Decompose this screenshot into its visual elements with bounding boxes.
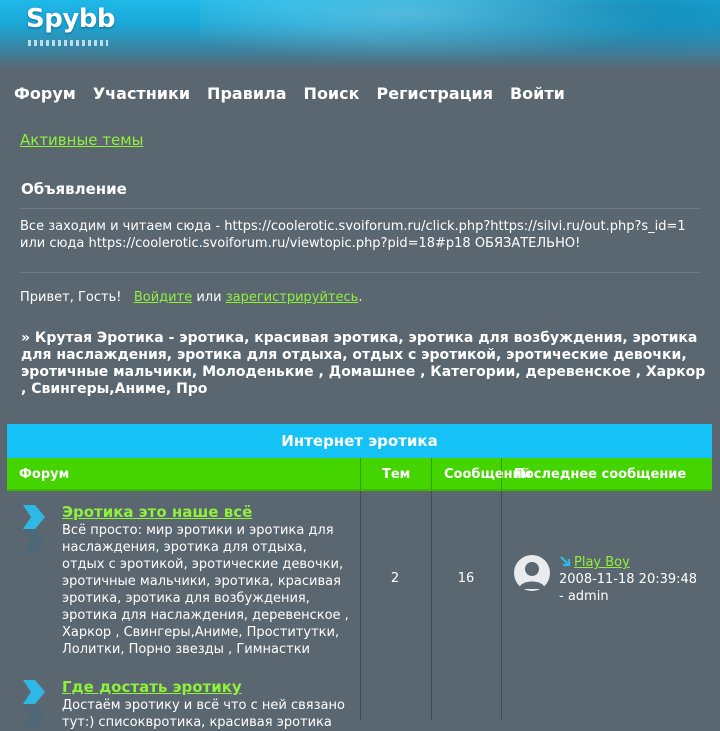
- nav-rules[interactable]: Правила: [207, 84, 287, 103]
- forum-description: Достаём эротику и всё что с ней связано тут:) списоквротика, красивая эротика: [62, 698, 345, 730]
- divider: [20, 272, 700, 273]
- last-post-link[interactable]: Play Boy: [574, 555, 630, 570]
- nav-users[interactable]: Участники: [92, 84, 191, 103]
- col-topics: Тем: [382, 467, 411, 482]
- col-separator: [360, 458, 361, 489]
- last-post: [559, 554, 709, 605]
- forum-posts-count: 16: [457, 571, 475, 586]
- main-nav: [14, 84, 582, 103]
- forum-description: Всё просто: мир эротики и эротика для наслаждения, эротика для отдыха, отдых с эротикой, эротические девочки, эротичные мальчики, эротика, красивая эротика, эротика для возбуждения, эротика для наслаждения, деревенское , Харкор , Свингеры,Аниме, Проститутки, Лолитки, Порно звезды , Гимнастки: [62, 523, 349, 657]
- col-last-post: Последнее сообщение: [514, 467, 687, 482]
- forum-title-link[interactable]: Эротика это наше всё: [62, 503, 253, 521]
- forum-row: [7, 666, 712, 730]
- forum-list: [7, 491, 712, 730]
- forum-status-icon: [21, 503, 47, 553]
- avatar[interactable]: [514, 555, 550, 591]
- column-header-row: [7, 458, 712, 491]
- greeting-prefix: Привет, Гость!: [20, 290, 122, 305]
- logo-stripes: [28, 40, 108, 46]
- col-forum: Форум: [19, 467, 70, 482]
- login-link[interactable]: Войдите: [133, 290, 193, 305]
- category-title: Интернет эротика: [281, 432, 438, 450]
- announcement-text: Все заходим и читаем сюда - https://coolerotic.svoiforum.ru/click.php?https://silvi.ru/out.php?s_id=1 или сюда https://coolerotic.svoiforum.ru/viewtopic.php?pid=18#p18 ОБЯЗАТЕЛЬНО!: [20, 219, 686, 251]
- last-post-date: 2008-11-18 20:39:48: [559, 572, 698, 587]
- greeting: [20, 290, 362, 305]
- nav-login[interactable]: Войти: [509, 84, 565, 103]
- banner-splash: [200, 0, 720, 70]
- announcement-title: Объявление: [21, 180, 127, 198]
- logo-text: Spybb: [26, 4, 116, 34]
- col-separator: [501, 458, 502, 489]
- forum-status-icon: [21, 678, 47, 728]
- header-banner: [0, 0, 720, 70]
- nav-search[interactable]: Поиск: [303, 84, 360, 103]
- nav-forum[interactable]: Форум: [14, 84, 76, 103]
- active-topics-link[interactable]: Активные темы: [20, 131, 144, 149]
- category-header: [7, 424, 712, 458]
- greeting-or: или: [196, 290, 222, 305]
- user-avatar-icon: [514, 555, 550, 591]
- col-separator: [431, 458, 432, 489]
- forum-title-link[interactable]: Где достать эротику: [62, 678, 242, 696]
- greeting-suffix: .: [358, 290, 363, 305]
- last-post-author: - admin: [559, 589, 609, 604]
- divider: [20, 208, 700, 209]
- site-logo[interactable]: [26, 4, 115, 34]
- go-to-post-icon[interactable]: [559, 555, 571, 567]
- forum-topics-count: 2: [390, 571, 400, 586]
- col-posts: Сообщений: [444, 467, 531, 482]
- breadcrumb: » Крутая Эротика - эротика, красивая эротика, эротика для возбуждения, эротика для наслаждения, эротика для отдыха, отдых с эротикой, эротические девочки, эротичные мальчики, Молоденькие , Домашнее , Категории, деревенское , Харкор , Свингеры,Аниме, Про: [21, 330, 706, 397]
- forum-row: [7, 491, 712, 666]
- register-link[interactable]: зарегистрируйтесь: [225, 290, 359, 305]
- nav-register[interactable]: Регистрация: [376, 84, 493, 103]
